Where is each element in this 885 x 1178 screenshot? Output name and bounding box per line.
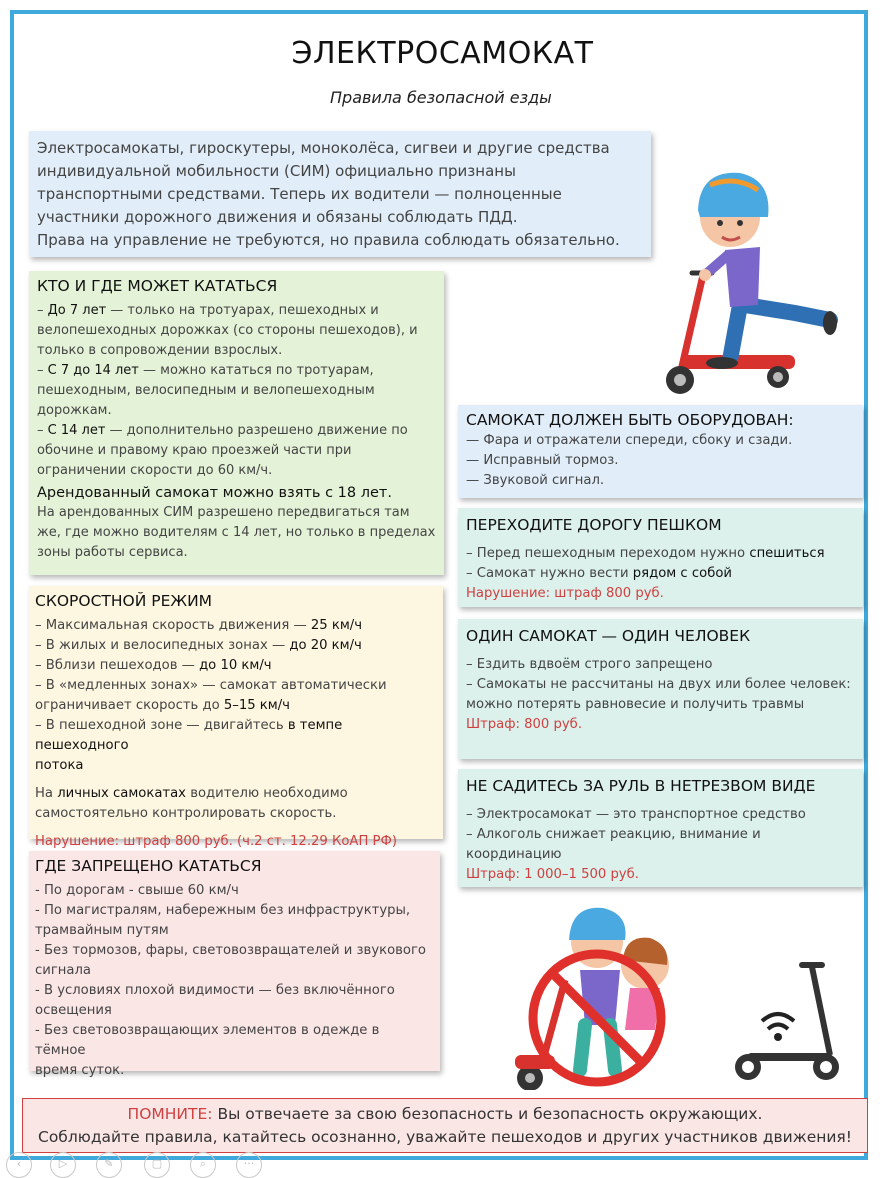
who-line: пешеходным, велосипедным и велопешеходным: [37, 383, 375, 398]
age-highlight: С 7 до 14 лет: [47, 363, 139, 378]
banned-line: - Без световозвращающих элементов в одежде в тёмное: [35, 1023, 380, 1058]
who-can-ride-box: [29, 271, 444, 575]
speed-box: [29, 586, 443, 849]
cross-fine: Нарушение: штраф 800 руб.: [466, 586, 664, 601]
text: – Самокат нужно вести: [466, 566, 633, 581]
equipment-text: [466, 431, 855, 491]
intro-line: участники дорожного движения и обязаны соблюдать ПДД.: [37, 208, 518, 226]
speed-line: [35, 636, 437, 656]
speed-heading: СКОРОСТНОЙ РЕЖИМ: [35, 592, 213, 610]
text: – В пешеходной зоне — двигайтесь: [35, 718, 288, 733]
who-heading: КТО И ГДЕ МОЖЕТ КАТАТЬСЯ: [37, 277, 278, 295]
drunk-line: – Алкоголь снижает реакцию, внимание и: [466, 827, 761, 842]
drunk-line: – Электросамокат — это транспортное средство: [466, 807, 806, 822]
remember-banner: [22, 1098, 868, 1153]
speed-value: 5–15 км/ч: [223, 698, 290, 713]
equipment-line: — Фара и отражатели спереди, сбоку и сзади.: [466, 433, 793, 448]
speed-line: [35, 784, 437, 804]
play-icon[interactable]: ▷: [50, 1152, 76, 1178]
text: –: [37, 303, 48, 318]
speed-line: [35, 696, 437, 716]
drunk-text: [466, 805, 855, 885]
age-highlight: До 7 лет: [47, 303, 107, 318]
who-line: ограничении скорости до 60 км/ч.: [37, 463, 273, 478]
back-icon[interactable]: ‹: [6, 1152, 32, 1178]
equipment-box: [458, 405, 863, 498]
banned-line: - По дорогам - свыше 60 км/ч: [35, 883, 239, 898]
one-line: – Самокаты не рассчитаны на двух или более человек:: [466, 677, 851, 692]
page-title: ЭЛЕКТРОСАМОКАТ: [291, 36, 594, 71]
text: –: [37, 363, 48, 378]
speed-value: до 10 км/ч: [199, 658, 272, 673]
equipment-line: — Звуковой сигнал.: [466, 473, 605, 488]
banned-line: трамвайным путям: [35, 923, 169, 938]
speed-line: [35, 616, 437, 636]
banned-line: время суток.: [35, 1063, 125, 1078]
save-icon[interactable]: ▢: [144, 1152, 170, 1178]
intro-line: Электросамокаты, гироскутеры, моноколёса, сигвеи и другие средства: [37, 139, 610, 157]
who-line: обочине и правому краю проезжей части при: [37, 443, 352, 458]
cross-on-foot-box: [458, 508, 863, 607]
drunk-fine: Штраф: 1 000–1 500 руб.: [466, 867, 639, 882]
highlight: спешиться: [749, 546, 825, 561]
speed-value: 25 км/ч: [310, 618, 362, 633]
who-line: дорожкам.: [37, 403, 112, 418]
text: — можно кататься по тротуарам,: [138, 363, 374, 378]
two-riders-prohibited-illustration: [505, 900, 690, 1090]
drunk-line: координацию: [466, 847, 562, 862]
speed-line: [35, 656, 437, 676]
remember-label: ПОМНИТЕ:: [127, 1105, 213, 1123]
text: — только на тротуарах, пешеходных и: [106, 303, 379, 318]
equipment-line: — Исправный тормоз.: [466, 453, 619, 468]
intro-line: индивидуальной мобильности (СИМ) официально признаны: [37, 162, 516, 180]
speed-text: [35, 616, 437, 852]
no-drunk-box: [458, 769, 863, 887]
intro-line: транспортными средствами. Теперь их водители — полноценные: [37, 185, 562, 203]
speed-line: – В «медленных зонах» — самокат автоматически: [35, 678, 387, 693]
banned-line: - Без тормозов, фары, световозвращателей и звукового: [35, 943, 427, 958]
highlight: личных самокатах: [57, 786, 186, 801]
page-subtitle: Правила безопасной езды: [330, 88, 552, 107]
who-line: [37, 301, 436, 321]
age-highlight: С 14 лет: [47, 423, 106, 438]
one-heading: ОДИН САМОКАТ — ОДИН ЧЕЛОВЕК: [466, 627, 751, 645]
cross-heading: ПЕРЕХОДИТЕ ДОРОГУ ПЕШКОМ: [466, 516, 722, 534]
banned-line: - По магистралям, набережным без инфраструктуры,: [35, 903, 411, 918]
who-line: зоны работы сервиса.: [37, 545, 188, 560]
cross-line: [466, 544, 855, 564]
text: – Перед пешеходным переходом нужно: [466, 546, 750, 561]
speed-line: потока: [35, 758, 84, 773]
speed-value: до 20 км/ч: [289, 638, 362, 653]
one-line: – Ездить вдвоём строго запрещено: [466, 657, 713, 672]
intro-box: [29, 131, 651, 257]
who-line: велопешеходных дорожках (со стороны пешеходов), и: [37, 323, 418, 338]
banned-box: [29, 851, 440, 1078]
who-text: [37, 301, 436, 563]
text: – Вблизи пешеходов —: [35, 658, 200, 673]
kid-on-scooter-illustration: [650, 155, 850, 400]
remember-line-2: Соблюдайте правила, катайтесь осознанно, уважайте пешеходов и других участников движения!: [38, 1128, 852, 1146]
more-icon[interactable]: ···: [236, 1152, 262, 1178]
who-line: только в сопровождении взрослых.: [37, 343, 283, 358]
equipment-heading: САМОКАТ ДОЛЖЕН БЫТЬ ОБОРУДОВАН:: [466, 411, 794, 429]
one-text: [466, 655, 855, 735]
one-fine: Штраф: 800 руб.: [466, 717, 583, 732]
speed-line: самостоятельно контролировать скорость.: [35, 806, 337, 821]
text: На: [35, 786, 58, 801]
banned-text: [35, 881, 434, 1081]
who-line: На арендованных СИМ разрешено передвигаться там: [37, 505, 410, 520]
remember-line-1: [23, 1103, 867, 1126]
text: – В жилых и велосипедных зонах —: [35, 638, 290, 653]
banned-line: - В условиях плохой видимости — без включённого: [35, 983, 395, 998]
text: ограничивает скорость до: [35, 698, 224, 713]
speed-fine: Нарушение: штраф 800 руб. (ч.2 ст. 12.29 КоАП РФ): [35, 834, 397, 849]
speed-line: [35, 716, 437, 756]
viewer-toolbar: [0, 1150, 300, 1177]
rent-rule: Арендованный самокат можно взять с 18 лет.: [37, 485, 392, 501]
speed-value: в темпе пешеходного: [35, 718, 343, 753]
who-line: же, где можно водителям с 14 лет, но только в пределах: [37, 525, 436, 540]
text: –: [37, 423, 48, 438]
smart-scooter-icon: [720, 955, 850, 1085]
highlight: рядом с собой: [632, 566, 732, 581]
text: – Максимальная скорость движения —: [35, 618, 311, 633]
text: Вы отвечаете за свою безопасность и безопасность окружающих.: [212, 1105, 763, 1123]
drunk-heading: НЕ САДИТЕСЬ ЗА РУЛЬ В НЕТРЕЗВОМ ВИДЕ: [466, 777, 816, 795]
banned-heading: ГДЕ ЗАПРЕЩЕНО КАТАТЬСЯ: [35, 857, 262, 875]
intro-line: Права на управление не требуются, но правила соблюдать обязательно.: [37, 231, 620, 249]
cross-line: [466, 564, 855, 584]
one-line: можно потерять равновесие и получить травмы: [466, 697, 805, 712]
cross-text: [466, 544, 855, 604]
banned-line: сигнала: [35, 963, 91, 978]
text: — дополнительно разрешено движение по: [105, 423, 408, 438]
zoom-icon[interactable]: ⌕: [190, 1152, 216, 1178]
who-line: [37, 361, 436, 381]
who-line: [37, 421, 436, 441]
text: водителю необходимо: [186, 786, 348, 801]
pen-icon[interactable]: ✎: [96, 1152, 122, 1178]
banned-line: освещения: [35, 1003, 112, 1018]
one-person-box: [458, 619, 863, 759]
